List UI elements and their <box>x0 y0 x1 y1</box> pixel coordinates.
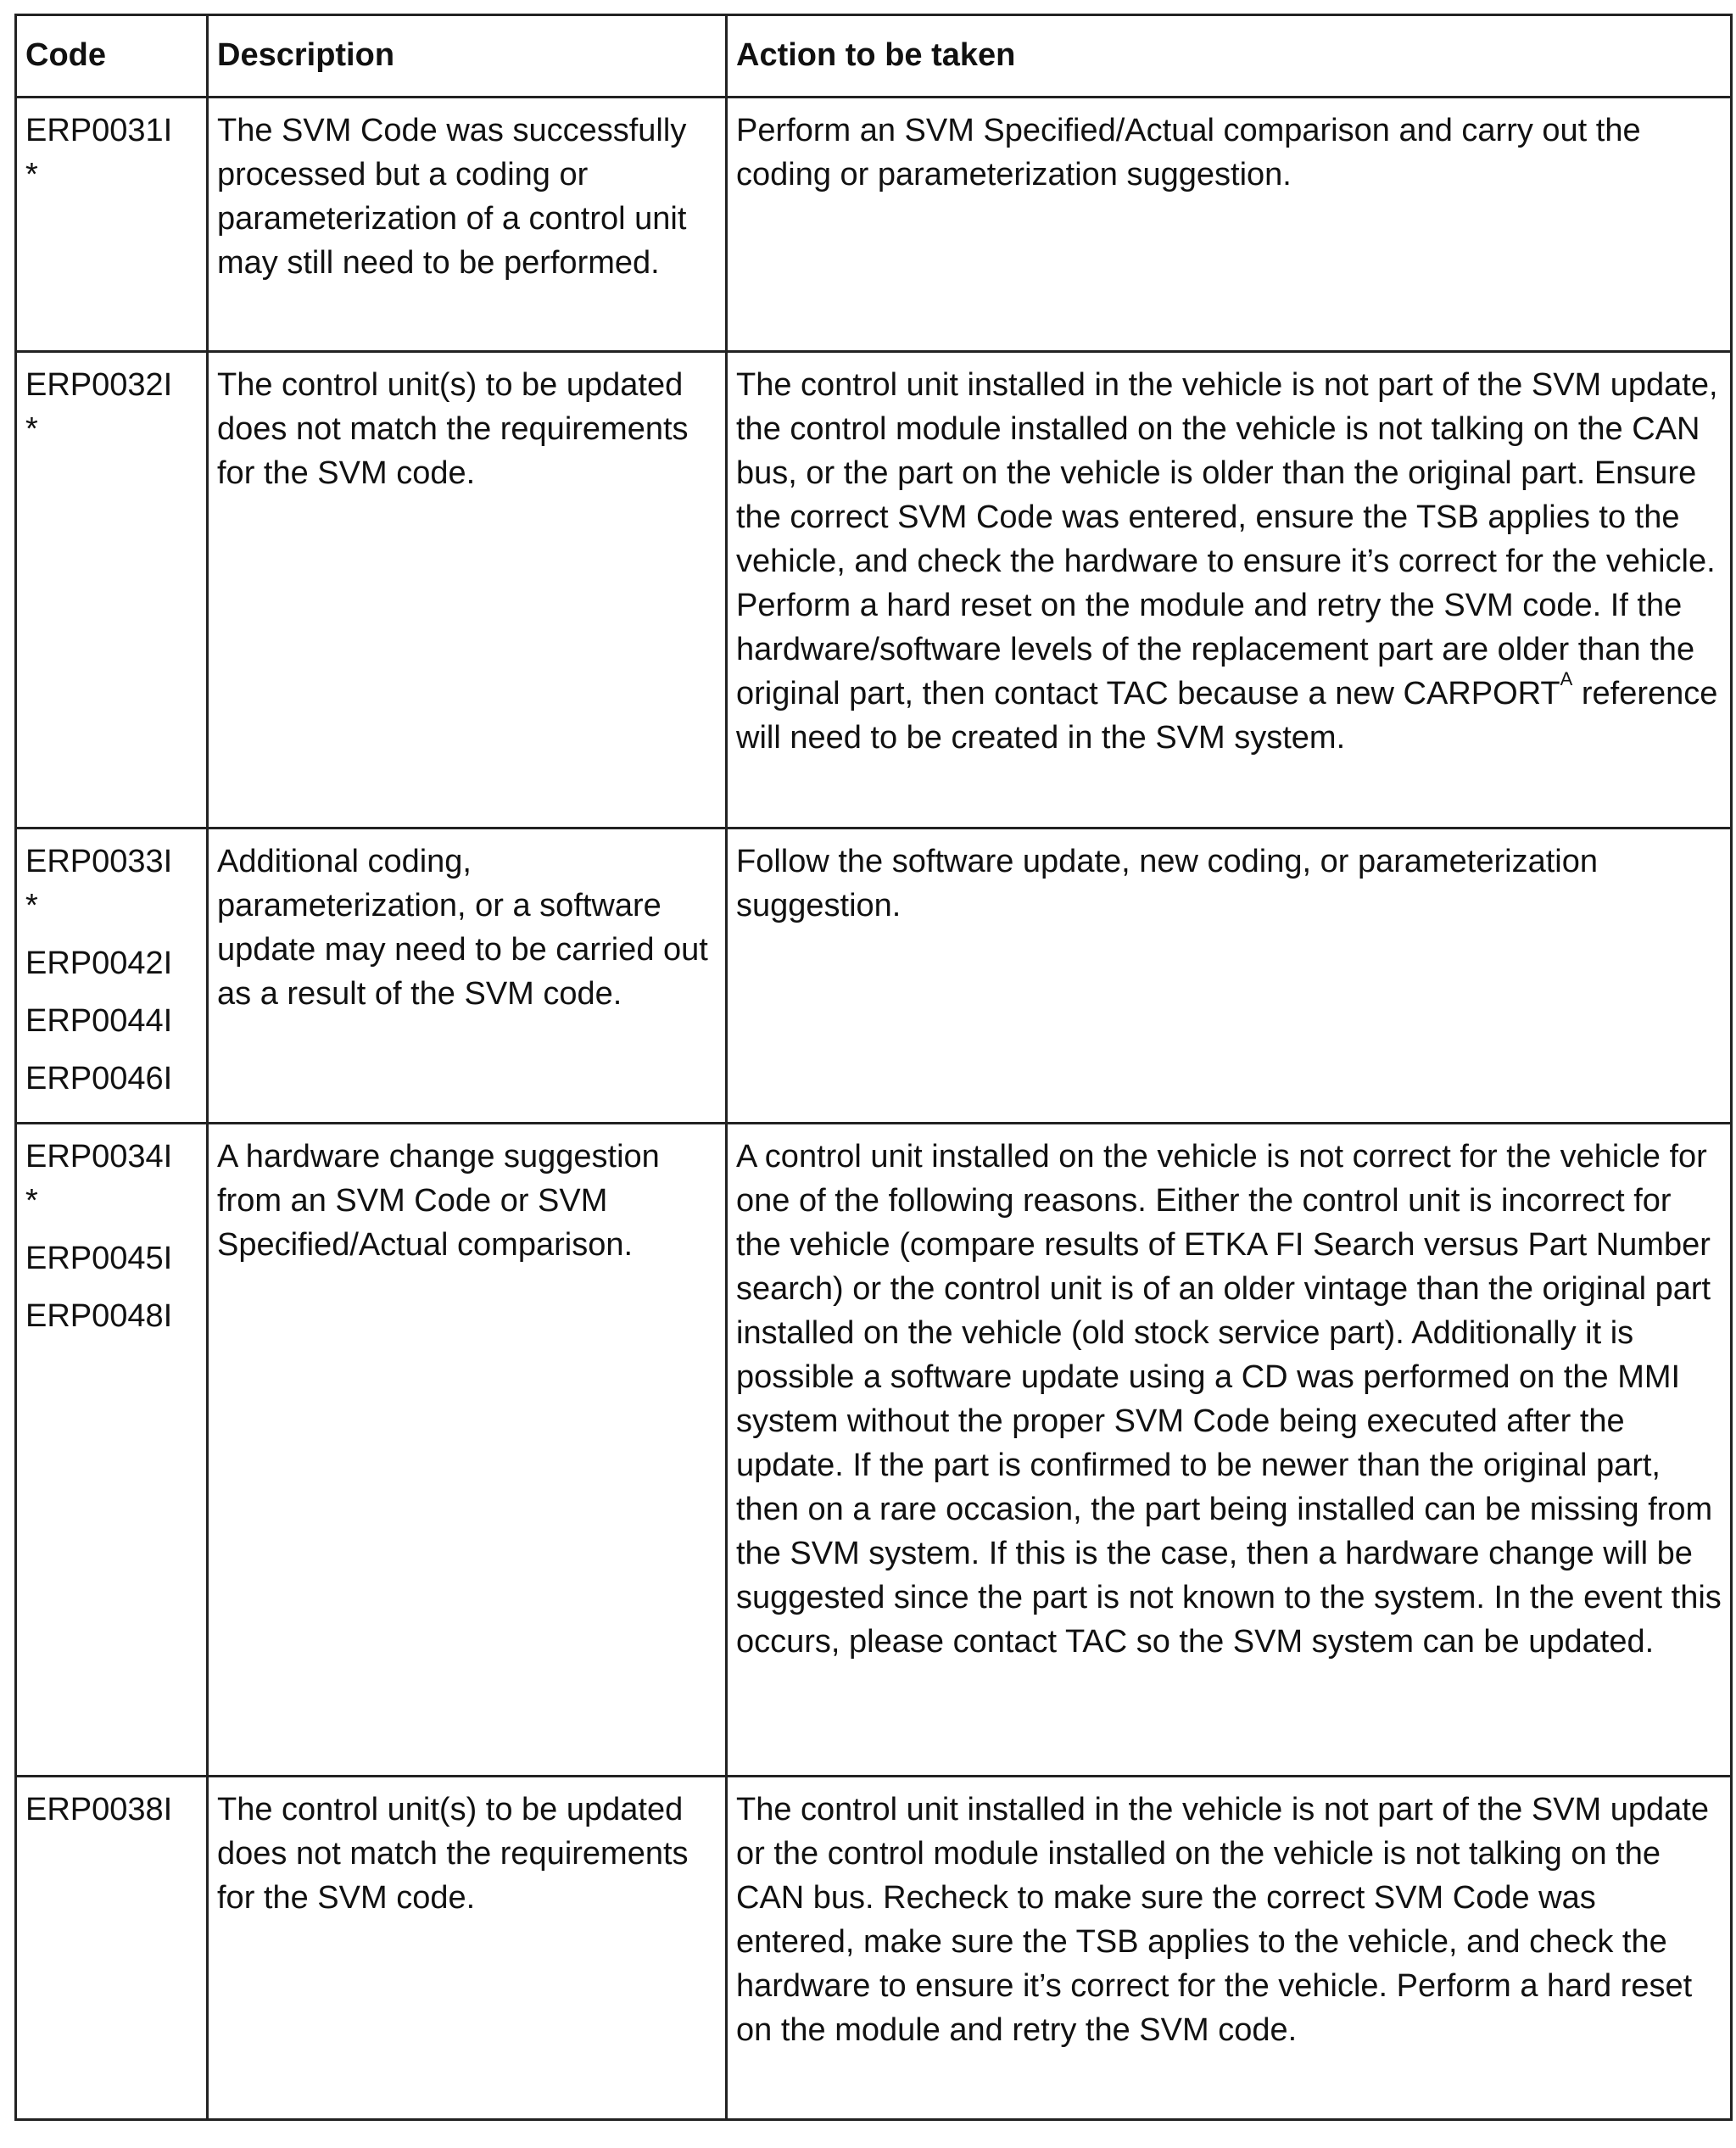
code-asterisk: * <box>25 157 38 192</box>
header-action: Action to be taken <box>727 15 1732 98</box>
table-row <box>16 352 1732 829</box>
code-cell <box>16 829 208 1124</box>
svm-code-table <box>14 14 1733 2121</box>
table-row <box>16 98 1732 352</box>
error-code: ERP0034I <box>25 1139 173 1174</box>
code-asterisk: * <box>25 1183 38 1219</box>
error-code: ERP0046I <box>25 1061 173 1096</box>
code-entry <box>25 999 198 1043</box>
description-cell: The SVM Code was successfully processed but a coding or parameterization of a control unit may still need to be performed. <box>208 98 727 352</box>
code-entry <box>25 1294 198 1338</box>
action-cell <box>727 352 1732 829</box>
error-code: ERP0042I <box>25 946 173 981</box>
table-row <box>16 829 1732 1124</box>
carport-superscript: A <box>1560 668 1573 689</box>
code-asterisk: * <box>25 888 38 923</box>
code-cell <box>16 1124 208 1777</box>
code-entry <box>25 109 198 197</box>
action-cell: Perform an SVM Specified/Actual comparison and carry out the coding or parameterization suggestion. <box>727 98 1732 352</box>
code-entry <box>25 941 198 985</box>
action-text: The control unit installed in the vehicle is not part of the SVM update, the control module installed on the vehicle is not talking on the CAN bus, or the part on the vehicle is older than the original part. Ensure the correct SVM Code was entered, ensure the TSB applies to the vehicle, and check the hardware to ensure it’s correct for the vehicle. Perform a hard reset on the module and retry the SVM code. If the hardware/software levels of the replacement part are older than the original part, then contact TAC because a new CARPORT <box>736 367 1718 711</box>
error-code: ERP0044I <box>25 1003 173 1039</box>
code-cell <box>16 352 208 829</box>
description-cell: The control unit(s) to be updated does not match the requirements for the SVM code. <box>208 352 727 829</box>
action-cell: Follow the software update, new coding, or parameterization suggestion. <box>727 829 1732 1124</box>
action-text-continued: reference will need to be created in the SVM system. <box>736 676 1718 756</box>
table-header-row <box>16 15 1732 98</box>
code-entry <box>25 1788 198 1832</box>
code-asterisk: * <box>25 411 38 447</box>
table-row <box>16 1124 1732 1777</box>
error-code: ERP0033I <box>25 844 173 879</box>
error-code: ERP0031I <box>25 113 173 148</box>
code-cell <box>16 98 208 352</box>
error-code: ERP0045I <box>25 1241 173 1276</box>
code-cell <box>16 1777 208 2120</box>
code-entry <box>25 1057 198 1101</box>
error-code: ERP0032I <box>25 367 173 403</box>
code-entry <box>25 1135 198 1223</box>
header-code: Code <box>16 15 208 98</box>
table-row <box>16 1777 1732 2120</box>
code-entry <box>25 363 198 451</box>
code-entry <box>25 840 198 928</box>
action-cell: The control unit installed in the vehicle is not part of the SVM update or the control module installed on the vehicle is not talking on the CAN bus. Recheck to make sure the correct SVM Code was entered, make sure the TSB applies to the vehicle, and check the hardware to ensure it’s correct for the vehicle. Perform a hard reset on the module and retry the SVM code. <box>727 1777 1732 2120</box>
code-entry <box>25 1236 198 1280</box>
error-code: ERP0038I <box>25 1792 173 1827</box>
description-cell: Additional coding, parameterization, or a software update may need to be carried out as a result of the SVM code. <box>208 829 727 1124</box>
header-description: Description <box>208 15 727 98</box>
description-cell: A hardware change suggestion from an SVM Code or SVM Specified/Actual comparison. <box>208 1124 727 1777</box>
description-cell: The control unit(s) to be updated does not match the requirements for the SVM code. <box>208 1777 727 2120</box>
action-cell: A control unit installed on the vehicle is not correct for the vehicle for one of the following reasons. Either the control unit is incorrect for the vehicle (compare results of ETKA FI Search versus Part Number search) or the control unit is of an older vintage than the original part installed on the vehicle (old stock service part). Additionally it is possible a software update using a CD was performed on the MMI system without the proper SVM Code being executed after the update. If the part is confirmed to be newer than the original part, then on a rare occasion, the part being installed can be missing from the SVM system. If this is the case, then a hardware change will be suggested since the part is not known to the system. In the event this occurs, please contact TAC so the SVM system can be updated. <box>727 1124 1732 1777</box>
error-code: ERP0048I <box>25 1298 173 1334</box>
